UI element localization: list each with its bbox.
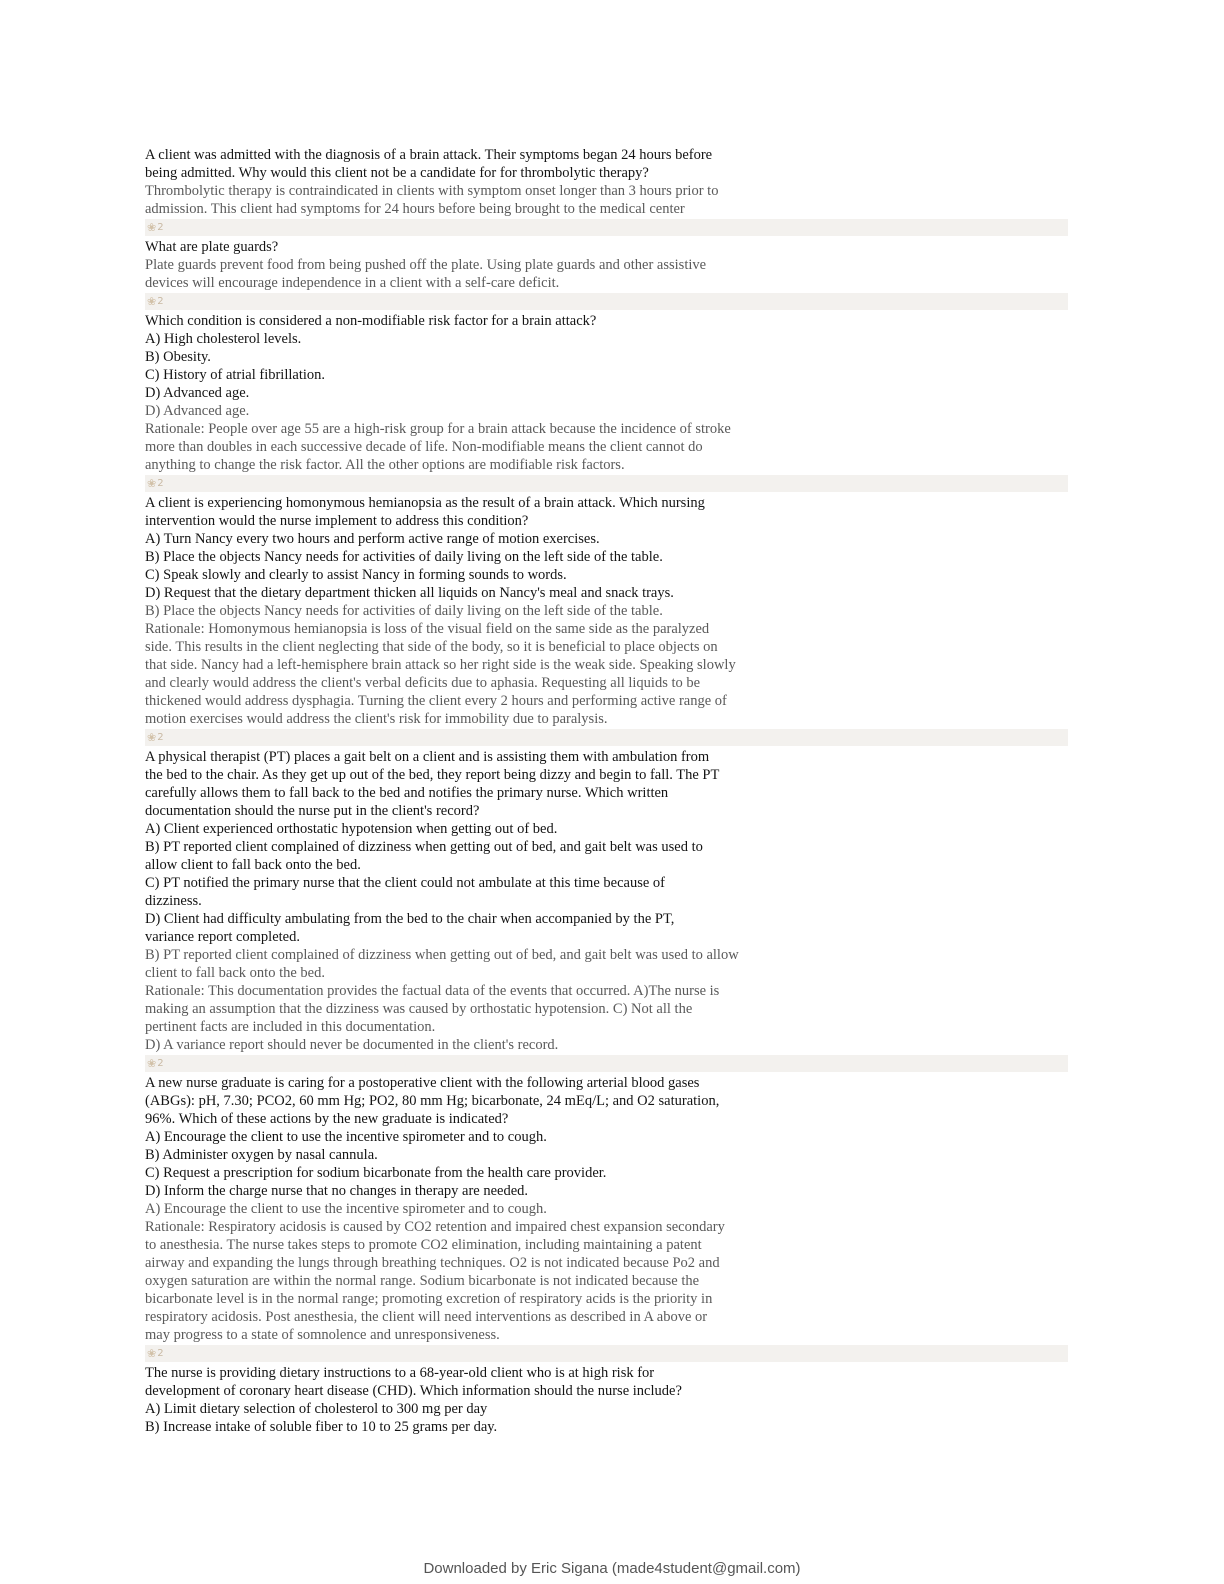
question-line: D) Advanced age.: [145, 385, 250, 401]
study-icon: ❀: [147, 221, 157, 234]
card-separator: [145, 1055, 1068, 1072]
answer-line: motion exercises would address the client's risk for immobility due to paralysis.: [145, 711, 608, 727]
question-line: carefully allows them to fall back to the bed and notifies the primary nurse. Which written: [145, 785, 669, 801]
flashcard: [145, 1364, 1068, 1436]
question-line: A) High cholesterol levels.: [145, 331, 302, 347]
question-line: A) Client experienced orthostatic hypotension when getting out of bed.: [145, 821, 558, 837]
answer-line: A) Encourage the client to use the incentive spirometer and to cough.: [145, 1201, 547, 1217]
answer-line: bicarbonate level is in the normal range; promoting excretion of respiratory acids is the priority in: [145, 1291, 713, 1307]
question-line: Which condition is considered a non-modifiable risk factor for a brain attack?: [145, 313, 597, 329]
separator-count: 2: [157, 1348, 164, 1359]
answer-line: airway and expanding the lungs through breathing techniques. O2 is not indicated because Po2 and: [145, 1255, 720, 1271]
question-line: C) Speak slowly and clearly to assist Nancy in forming sounds to words.: [145, 567, 567, 583]
question-line: C) History of atrial fibrillation.: [145, 367, 326, 383]
flashcard: [145, 748, 1068, 1072]
answer-line: B) Place the objects Nancy needs for activities of daily living on the left side of the table.: [145, 603, 663, 619]
question-line: B) Place the objects Nancy needs for activities of daily living on the left side of the table.: [145, 549, 663, 565]
answer-line: and clearly would address the client's verbal deficits due to aphasia. Requesting all liquids to be: [145, 675, 701, 691]
answer-line: B) PT reported client complained of dizziness when getting out of bed, and gait belt was used to allow: [145, 947, 739, 963]
answer-line: D) A variance report should never be documented in the client's record.: [145, 1037, 559, 1053]
answer-line: Rationale: Respiratory acidosis is caused by CO2 retention and impaired chest expansion secondary: [145, 1219, 725, 1235]
separator-count: 2: [157, 1058, 164, 1069]
question-line: What are plate guards?: [145, 239, 279, 255]
answer-line: Rationale: This documentation provides the factual data of the events that occurred. A)The nurse is: [145, 983, 720, 999]
study-icon: ❀: [147, 477, 157, 490]
card-separator: [145, 1345, 1068, 1362]
question-line: (ABGs): pH, 7.30; PCO2, 60 mm Hg; PO2, 80 mm Hg; bicarbonate, 24 mEq/L; and O2 saturation,: [145, 1093, 720, 1109]
separator-count: 2: [157, 732, 164, 743]
answer-line: more than doubles in each successive decade of life. Non-modifiable means the client cannot do: [145, 439, 703, 455]
answer-line: may progress to a state of somnolence and unresponsiveness.: [145, 1327, 500, 1343]
question-line: A) Encourage the client to use the incentive spirometer and to cough.: [145, 1129, 547, 1145]
question-line: B) Obesity.: [145, 349, 211, 365]
question-line: A new nurse graduate is caring for a postoperative client with the following arterial blood gases: [145, 1075, 700, 1091]
card-separator: [145, 219, 1068, 236]
separator-count: 2: [157, 296, 164, 307]
answer-line: Rationale: Homonymous hemianopsia is loss of the visual field on the same side as the paralyzed: [145, 621, 710, 637]
answer-line: oxygen saturation are within the normal range. Sodium bicarbonate is not indicated because the: [145, 1273, 700, 1289]
question-line: The nurse is providing dietary instructions to a 68-year-old client who is at high risk for: [145, 1365, 655, 1381]
answer-line: D) Advanced age.: [145, 403, 250, 419]
question-line: D) Request that the dietary department thicken all liquids on Nancy's meal and snack trays.: [145, 585, 674, 601]
answer-line: Plate guards prevent food from being pushed off the plate. Using plate guards and other assistive: [145, 257, 707, 273]
answer-line: that side. Nancy had a left-hemisphere brain attack so her right side is the weak side. Speaking slowly: [145, 657, 736, 673]
answer-line: making an assumption that the dizziness was caused by orthostatic hypotension. C) Not all the: [145, 1001, 693, 1017]
question-line: dizziness.: [145, 893, 202, 909]
answer-line: to anesthesia. The nurse takes steps to promote CO2 elimination, including maintaining a patent: [145, 1237, 702, 1253]
question-line: D) Inform the charge nurse that no changes in therapy are needed.: [145, 1183, 529, 1199]
separator-count: 2: [157, 478, 164, 489]
question-line: A client was admitted with the diagnosis of a brain attack. Their symptoms began 24 hours before: [145, 147, 713, 163]
question-line: being admitted. Why would this client not be a candidate for for thrombolytic therapy?: [145, 165, 649, 181]
question-line: B) Increase intake of soluble fiber to 10 to 25 grams per day.: [145, 1419, 498, 1435]
flashcard: [145, 146, 1068, 236]
answer-line: thickened would address dysphagia. Turning the client every 2 hours and performing active range of: [145, 693, 727, 709]
flashcard: [145, 1074, 1068, 1362]
study-icon: ❀: [147, 731, 157, 744]
flashcard: [145, 494, 1068, 746]
question-line: D) Client had difficulty ambulating from the bed to the chair when accompanied by the PT,: [145, 911, 675, 927]
question-line: B) PT reported client complained of dizziness when getting out of bed, and gait belt was used to: [145, 839, 703, 855]
card-separator: [145, 729, 1068, 746]
study-icon: ❀: [147, 1347, 157, 1360]
flashcard-list: [145, 146, 1068, 1436]
question-line: A) Turn Nancy every two hours and perform active range of motion exercises.: [145, 531, 600, 547]
study-icon: ❀: [147, 295, 157, 308]
card-separator: [145, 475, 1068, 492]
download-footer: Downloaded by Eric Sigana (made4student@gmail.com): [423, 1560, 801, 1577]
question-line: A physical therapist (PT) places a gait belt on a client and is assisting them with ambulation from: [145, 749, 710, 765]
answer-line: Thrombolytic therapy is contraindicated in clients with symptom onset longer than 3 hours prior to: [145, 183, 719, 199]
study-icon: ❀: [147, 1057, 157, 1070]
answer-line: anything to change the risk factor. All the other options are modifiable risk factors.: [145, 457, 625, 473]
answer-line: side. This results in the client neglecting that side of the body, so it is beneficial to place objects on: [145, 639, 718, 655]
answer-line: client to fall back onto the bed.: [145, 965, 325, 981]
question-line: C) PT notified the primary nurse that the client could not ambulate at this time because of: [145, 875, 665, 891]
question-line: B) Administer oxygen by nasal cannula.: [145, 1147, 378, 1163]
question-line: allow client to fall back onto the bed.: [145, 857, 361, 873]
flashcard: [145, 312, 1068, 492]
answer-line: respiratory acidosis. Post anesthesia, the client will need interventions as described in A above or: [145, 1309, 708, 1325]
question-line: documentation should the nurse put in the client's record?: [145, 803, 480, 819]
answer-line: devices will encourage independence in a client with a self-care deficit.: [145, 275, 560, 291]
answer-line: Rationale: People over age 55 are a high-risk group for a brain attack because the incidence of stroke: [145, 421, 731, 437]
question-line: development of coronary heart disease (CHD). Which information should the nurse include?: [145, 1383, 682, 1399]
question-line: intervention would the nurse implement to address this condition?: [145, 513, 529, 529]
question-line: 96%. Which of these actions by the new graduate is indicated?: [145, 1111, 509, 1127]
question-line: the bed to the chair. As they get up out of the bed, they report being dizzy and begin to fall. The PT: [145, 767, 720, 783]
question-line: variance report completed.: [145, 929, 300, 945]
question-line: C) Request a prescription for sodium bicarbonate from the health care provider.: [145, 1165, 607, 1181]
separator-count: 2: [157, 222, 164, 233]
question-line: A client is experiencing homonymous hemianopsia as the result of a brain attack. Which nursing: [145, 495, 705, 511]
flashcard: [145, 238, 1068, 310]
answer-line: admission. This client had symptoms for 24 hours before being brought to the medical center: [145, 201, 685, 217]
card-separator: [145, 293, 1068, 310]
answer-line: pertinent facts are included in this documentation.: [145, 1019, 436, 1035]
question-line: A) Limit dietary selection of cholesterol to 300 mg per day: [145, 1401, 488, 1417]
